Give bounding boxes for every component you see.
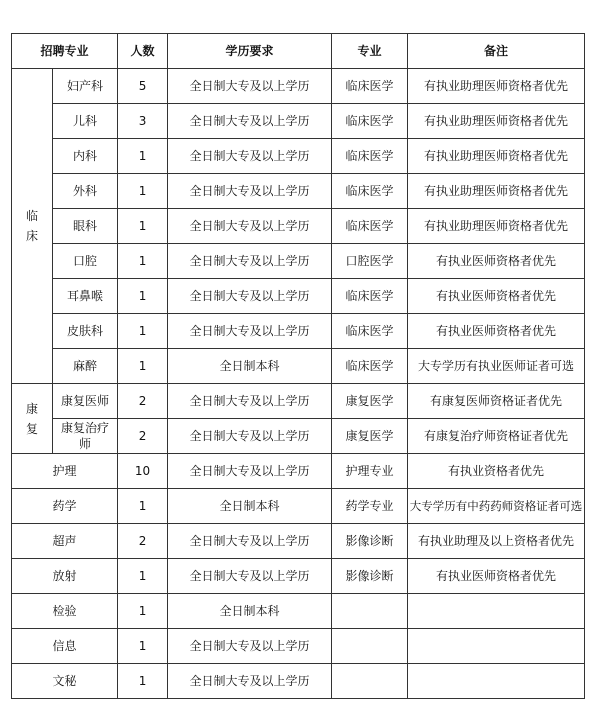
dept-cell: 皮肤科: [53, 314, 118, 349]
count-cell: 1: [118, 314, 168, 349]
remark-cell: 有康复医师资格证者优先: [408, 384, 585, 419]
specialty-cell: 护理专业: [332, 454, 408, 489]
education-cell: 全日制大专及以上学历: [168, 664, 332, 699]
count-cell: 5: [118, 69, 168, 104]
group-rehab: 康 复: [12, 384, 53, 454]
table-row: [12, 629, 585, 664]
count-cell: 3: [118, 104, 168, 139]
specialty-cell: 药学专业: [332, 489, 408, 524]
education-cell: 全日制大专及以上学历: [168, 69, 332, 104]
remark-cell: 大专学历有中药药师资格证者可选: [408, 489, 585, 524]
dept-cell: 文秘: [12, 664, 118, 699]
table-row: [12, 209, 585, 244]
header-major: 招聘专业: [12, 34, 118, 69]
remark-cell: 有执业助理医师资格者优先: [408, 174, 585, 209]
education-cell: 全日制大专及以上学历: [168, 559, 332, 594]
dept-cell: 麻醉: [53, 349, 118, 384]
count-cell: 1: [118, 489, 168, 524]
specialty-cell: 康复医学: [332, 419, 408, 454]
count-cell: 1: [118, 139, 168, 174]
education-cell: 全日制大专及以上学历: [168, 174, 332, 209]
dept-cell: 药学: [12, 489, 118, 524]
table-row: [12, 454, 585, 489]
remark-cell: 有执业医师资格者优先: [408, 279, 585, 314]
education-cell: 全日制本科: [168, 489, 332, 524]
table-row: [12, 384, 585, 419]
count-cell: 1: [118, 629, 168, 664]
count-cell: 2: [118, 419, 168, 454]
table-row: [12, 314, 585, 349]
specialty-cell: 临床医学: [332, 349, 408, 384]
dept-cell: 妇产科: [53, 69, 118, 104]
specialty-cell: [332, 664, 408, 699]
remark-cell: 有康复治疗师资格证者优先: [408, 419, 585, 454]
header-count: 人数: [118, 34, 168, 69]
specialty-cell: 临床医学: [332, 69, 408, 104]
remark-cell: 有执业助理医师资格者优先: [408, 209, 585, 244]
table-row: [12, 594, 585, 629]
dept-cell: 口腔: [53, 244, 118, 279]
specialty-cell: [332, 594, 408, 629]
dept-cell: 信息: [12, 629, 118, 664]
dept-cell: 康复医师: [53, 384, 118, 419]
recruitment-table: [11, 33, 585, 699]
specialty-cell: 临床医学: [332, 104, 408, 139]
count-cell: 2: [118, 384, 168, 419]
dept-cell: 耳鼻喉: [53, 279, 118, 314]
remark-cell: 有执业医师资格者优先: [408, 244, 585, 279]
specialty-cell: 影像诊断: [332, 524, 408, 559]
dept-cell: 眼科: [53, 209, 118, 244]
remark-cell: 有执业助理医师资格者优先: [408, 69, 585, 104]
table-row: [12, 419, 585, 454]
remark-cell: [408, 664, 585, 699]
count-cell: 1: [118, 594, 168, 629]
dept-cell: 护理: [12, 454, 118, 489]
specialty-cell: 口腔医学: [332, 244, 408, 279]
education-cell: 全日制大专及以上学历: [168, 384, 332, 419]
table-row: [12, 104, 585, 139]
education-cell: 全日制大专及以上学历: [168, 419, 332, 454]
dept-cell: 放射: [12, 559, 118, 594]
dept-cell: 检验: [12, 594, 118, 629]
remark-cell: 有执业助理及以上资格者优先: [408, 524, 585, 559]
header-remark: 备注: [408, 34, 585, 69]
count-cell: 1: [118, 209, 168, 244]
remark-cell: 大专学历有执业医师证者可选: [408, 349, 585, 384]
remark-cell: 有执业医师资格者优先: [408, 314, 585, 349]
remark-cell: [408, 629, 585, 664]
dept-cell: 内科: [53, 139, 118, 174]
table-row: [12, 244, 585, 279]
specialty-cell: 临床医学: [332, 209, 408, 244]
education-cell: 全日制大专及以上学历: [168, 279, 332, 314]
dept-cell: 康复治疗 师: [53, 419, 118, 454]
education-cell: 全日制本科: [168, 594, 332, 629]
remark-cell: 有执业资格者优先: [408, 454, 585, 489]
table-row: [12, 664, 585, 699]
count-cell: 1: [118, 174, 168, 209]
table-row: [12, 279, 585, 314]
specialty-cell: 康复医学: [332, 384, 408, 419]
education-cell: 全日制大专及以上学历: [168, 524, 332, 559]
specialty-cell: 临床医学: [332, 279, 408, 314]
header-education: 学历要求: [168, 34, 332, 69]
specialty-cell: 临床医学: [332, 314, 408, 349]
education-cell: 全日制大专及以上学历: [168, 244, 332, 279]
count-cell: 10: [118, 454, 168, 489]
count-cell: 1: [118, 664, 168, 699]
table-row: [12, 559, 585, 594]
remark-cell: [408, 594, 585, 629]
education-cell: 全日制大专及以上学历: [168, 454, 332, 489]
remark-cell: 有执业助理医师资格者优先: [408, 139, 585, 174]
education-cell: 全日制本科: [168, 349, 332, 384]
table-row: [12, 489, 585, 524]
table-row: [12, 139, 585, 174]
specialty-cell: 临床医学: [332, 139, 408, 174]
remark-cell: 有执业助理医师资格者优先: [408, 104, 585, 139]
count-cell: 1: [118, 559, 168, 594]
table-row: [12, 174, 585, 209]
education-cell: 全日制大专及以上学历: [168, 209, 332, 244]
specialty-cell: 临床医学: [332, 174, 408, 209]
group-clinical: 临 床: [12, 69, 53, 384]
remark-cell: 有执业医师资格者优先: [408, 559, 585, 594]
header-specialty: 专业: [332, 34, 408, 69]
count-cell: 1: [118, 279, 168, 314]
dept-cell: 超声: [12, 524, 118, 559]
education-cell: 全日制大专及以上学历: [168, 314, 332, 349]
table-row: [12, 524, 585, 559]
specialty-cell: [332, 629, 408, 664]
table-row: [12, 69, 585, 104]
specialty-cell: 影像诊断: [332, 559, 408, 594]
table-row: [12, 349, 585, 384]
dept-cell: 外科: [53, 174, 118, 209]
education-cell: 全日制大专及以上学历: [168, 104, 332, 139]
education-cell: 全日制大专及以上学历: [168, 629, 332, 664]
count-cell: 1: [118, 349, 168, 384]
dept-cell: 儿科: [53, 104, 118, 139]
header-row: [12, 34, 585, 69]
count-cell: 1: [118, 244, 168, 279]
count-cell: 2: [118, 524, 168, 559]
education-cell: 全日制大专及以上学历: [168, 139, 332, 174]
